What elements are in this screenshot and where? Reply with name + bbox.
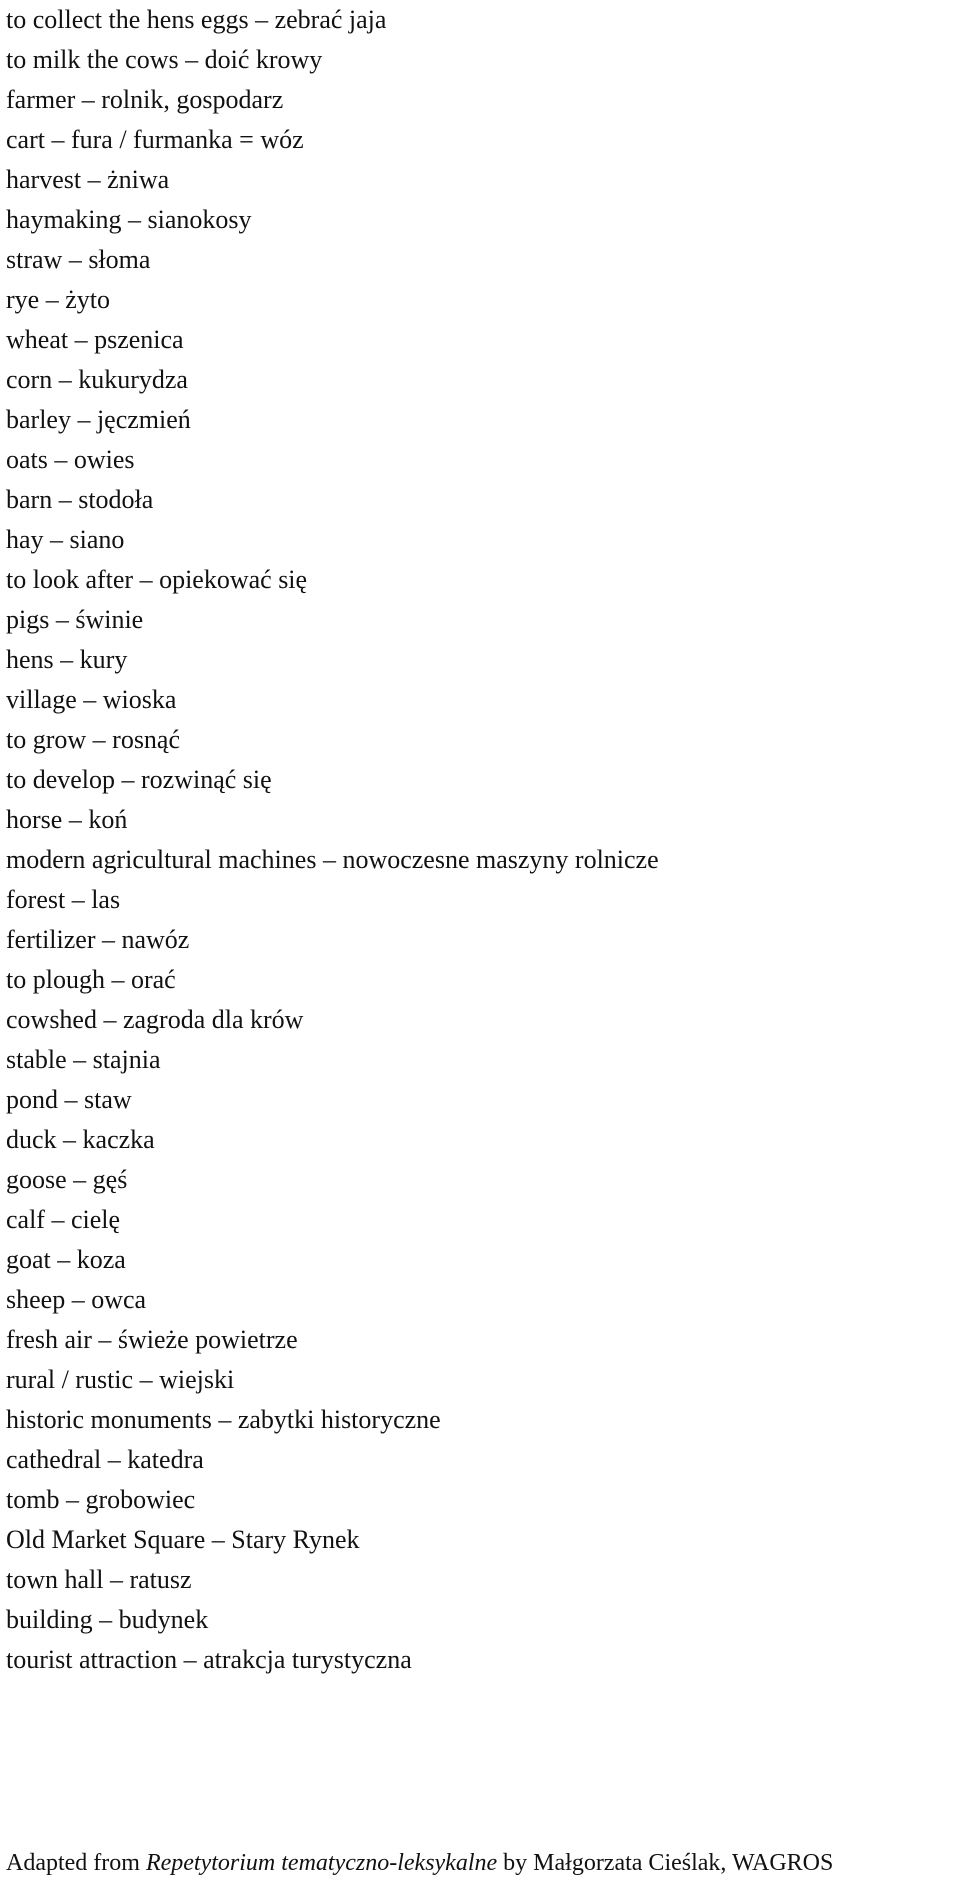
vocab-item: harvest – żniwa bbox=[6, 165, 170, 194]
vocab-item: sheep – owca bbox=[6, 1285, 147, 1314]
vocab-item: hay – siano bbox=[6, 525, 125, 554]
vocab-item: pigs – świnie bbox=[6, 605, 144, 634]
vocab-item: pond – staw bbox=[6, 1085, 132, 1114]
vocab-item: cathedral – katedra bbox=[6, 1445, 204, 1474]
vocab-item: rural / rustic – wiejski bbox=[6, 1365, 235, 1394]
vocab-item: fresh air – świeże powietrze bbox=[6, 1325, 298, 1354]
vocab-item: modern agricultural machines – nowoczesne maszyny rolnicze bbox=[6, 845, 659, 874]
footer-prefix: Adapted from bbox=[6, 1850, 146, 1876]
vocab-item: historic monuments – zabytki historyczne bbox=[6, 1405, 441, 1434]
vocab-item: wheat – pszenica bbox=[6, 325, 184, 354]
vocab-item: to develop – rozwinąć się bbox=[6, 765, 272, 794]
vocab-item: horse – koń bbox=[6, 805, 128, 834]
vocab-item: duck – kaczka bbox=[6, 1125, 155, 1154]
footer-author-publisher: by Małgorzata Cieślak, WAGROS bbox=[497, 1850, 834, 1876]
vocab-item: to plough – orać bbox=[6, 965, 176, 994]
vocab-item: village – wioska bbox=[6, 685, 177, 714]
vocab-item: town hall – ratusz bbox=[6, 1565, 192, 1594]
vocab-item: cart – fura / furmanka = wóz bbox=[6, 125, 304, 154]
vocab-item: goose – gęś bbox=[6, 1165, 128, 1194]
vocab-item: to grow – rosnąć bbox=[6, 725, 181, 754]
vocab-item: building – budynek bbox=[6, 1605, 209, 1634]
vocab-item: rye – żyto bbox=[6, 285, 110, 314]
vocab-item: calf – cielę bbox=[6, 1205, 121, 1234]
vocab-item: to look after – opiekować się bbox=[6, 565, 308, 594]
vocab-item: cowshed – zagroda dla krów bbox=[6, 1005, 304, 1034]
vocab-item: farmer – rolnik, gospodarz bbox=[6, 85, 284, 114]
vocab-item: hens – kury bbox=[6, 645, 128, 674]
vocab-item: barn – stodoła bbox=[6, 485, 154, 514]
vocab-item: tourist attraction – atrakcja turystyczna bbox=[6, 1645, 412, 1674]
vocab-item: tomb – grobowiec bbox=[6, 1485, 196, 1514]
vocab-item: goat – koza bbox=[6, 1245, 126, 1274]
source-footer bbox=[6, 1846, 954, 1880]
vocab-item: barley – jęczmień bbox=[6, 405, 191, 434]
vocab-item: stable – stajnia bbox=[6, 1045, 161, 1074]
vocab-item: fertilizer – nawóz bbox=[6, 925, 190, 954]
vocabulary-list bbox=[6, 0, 659, 1680]
vocab-item: forest – las bbox=[6, 885, 121, 914]
vocab-item: haymaking – sianokosy bbox=[6, 205, 252, 234]
vocab-item: straw – słoma bbox=[6, 245, 151, 274]
footer-book-title: Repetytorium tematyczno-leksykalne bbox=[145, 1850, 498, 1876]
vocab-item: to collect the hens eggs – zebrać jaja bbox=[6, 5, 387, 34]
vocab-item: Old Market Square – Stary Rynek bbox=[6, 1525, 360, 1554]
vocab-item: to milk the cows – doić krowy bbox=[6, 45, 323, 74]
vocab-item: corn – kukurydza bbox=[6, 365, 188, 394]
vocab-item: oats – owies bbox=[6, 445, 135, 474]
